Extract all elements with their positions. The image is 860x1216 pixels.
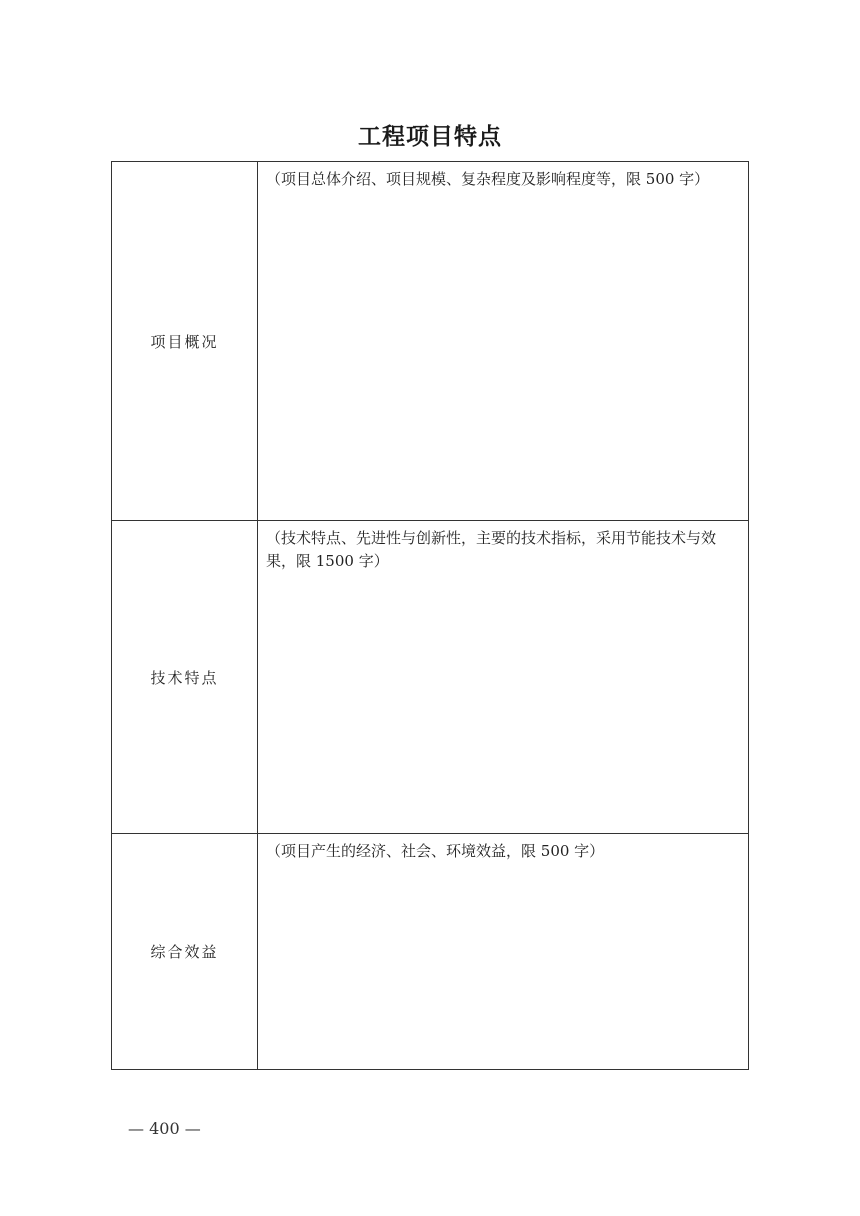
overview-input-area[interactable]	[258, 162, 749, 521]
row-label-comprehensive-benefits: 综合效益	[112, 834, 258, 1070]
comprehensive-benefits-instruction: （项目产生的经济、社会、环境效益，限 500 字）	[266, 842, 605, 860]
overview-instruction: （项目总体介绍、项目规模、复杂程度及影响程度等，限 500 字）	[266, 170, 710, 188]
project-features-form	[111, 161, 749, 1070]
form-row-comprehensive-benefits	[112, 834, 749, 1070]
page-number: — 400 —	[128, 1119, 201, 1138]
technical-features-instruction: （技术特点、先进性与创新性，主要的技术指标，采用节能技术与效果，限 1500 字）	[266, 529, 717, 570]
row-label-technical-features: 技术特点	[112, 521, 258, 834]
page-title: 工程项目特点	[358, 124, 502, 150]
technical-features-input-area[interactable]	[258, 521, 749, 834]
form-row-overview	[112, 162, 749, 521]
form-row-technical-features	[112, 521, 749, 834]
row-label-overview: 项目概况	[112, 162, 258, 521]
comprehensive-benefits-input-area[interactable]	[258, 834, 749, 1070]
